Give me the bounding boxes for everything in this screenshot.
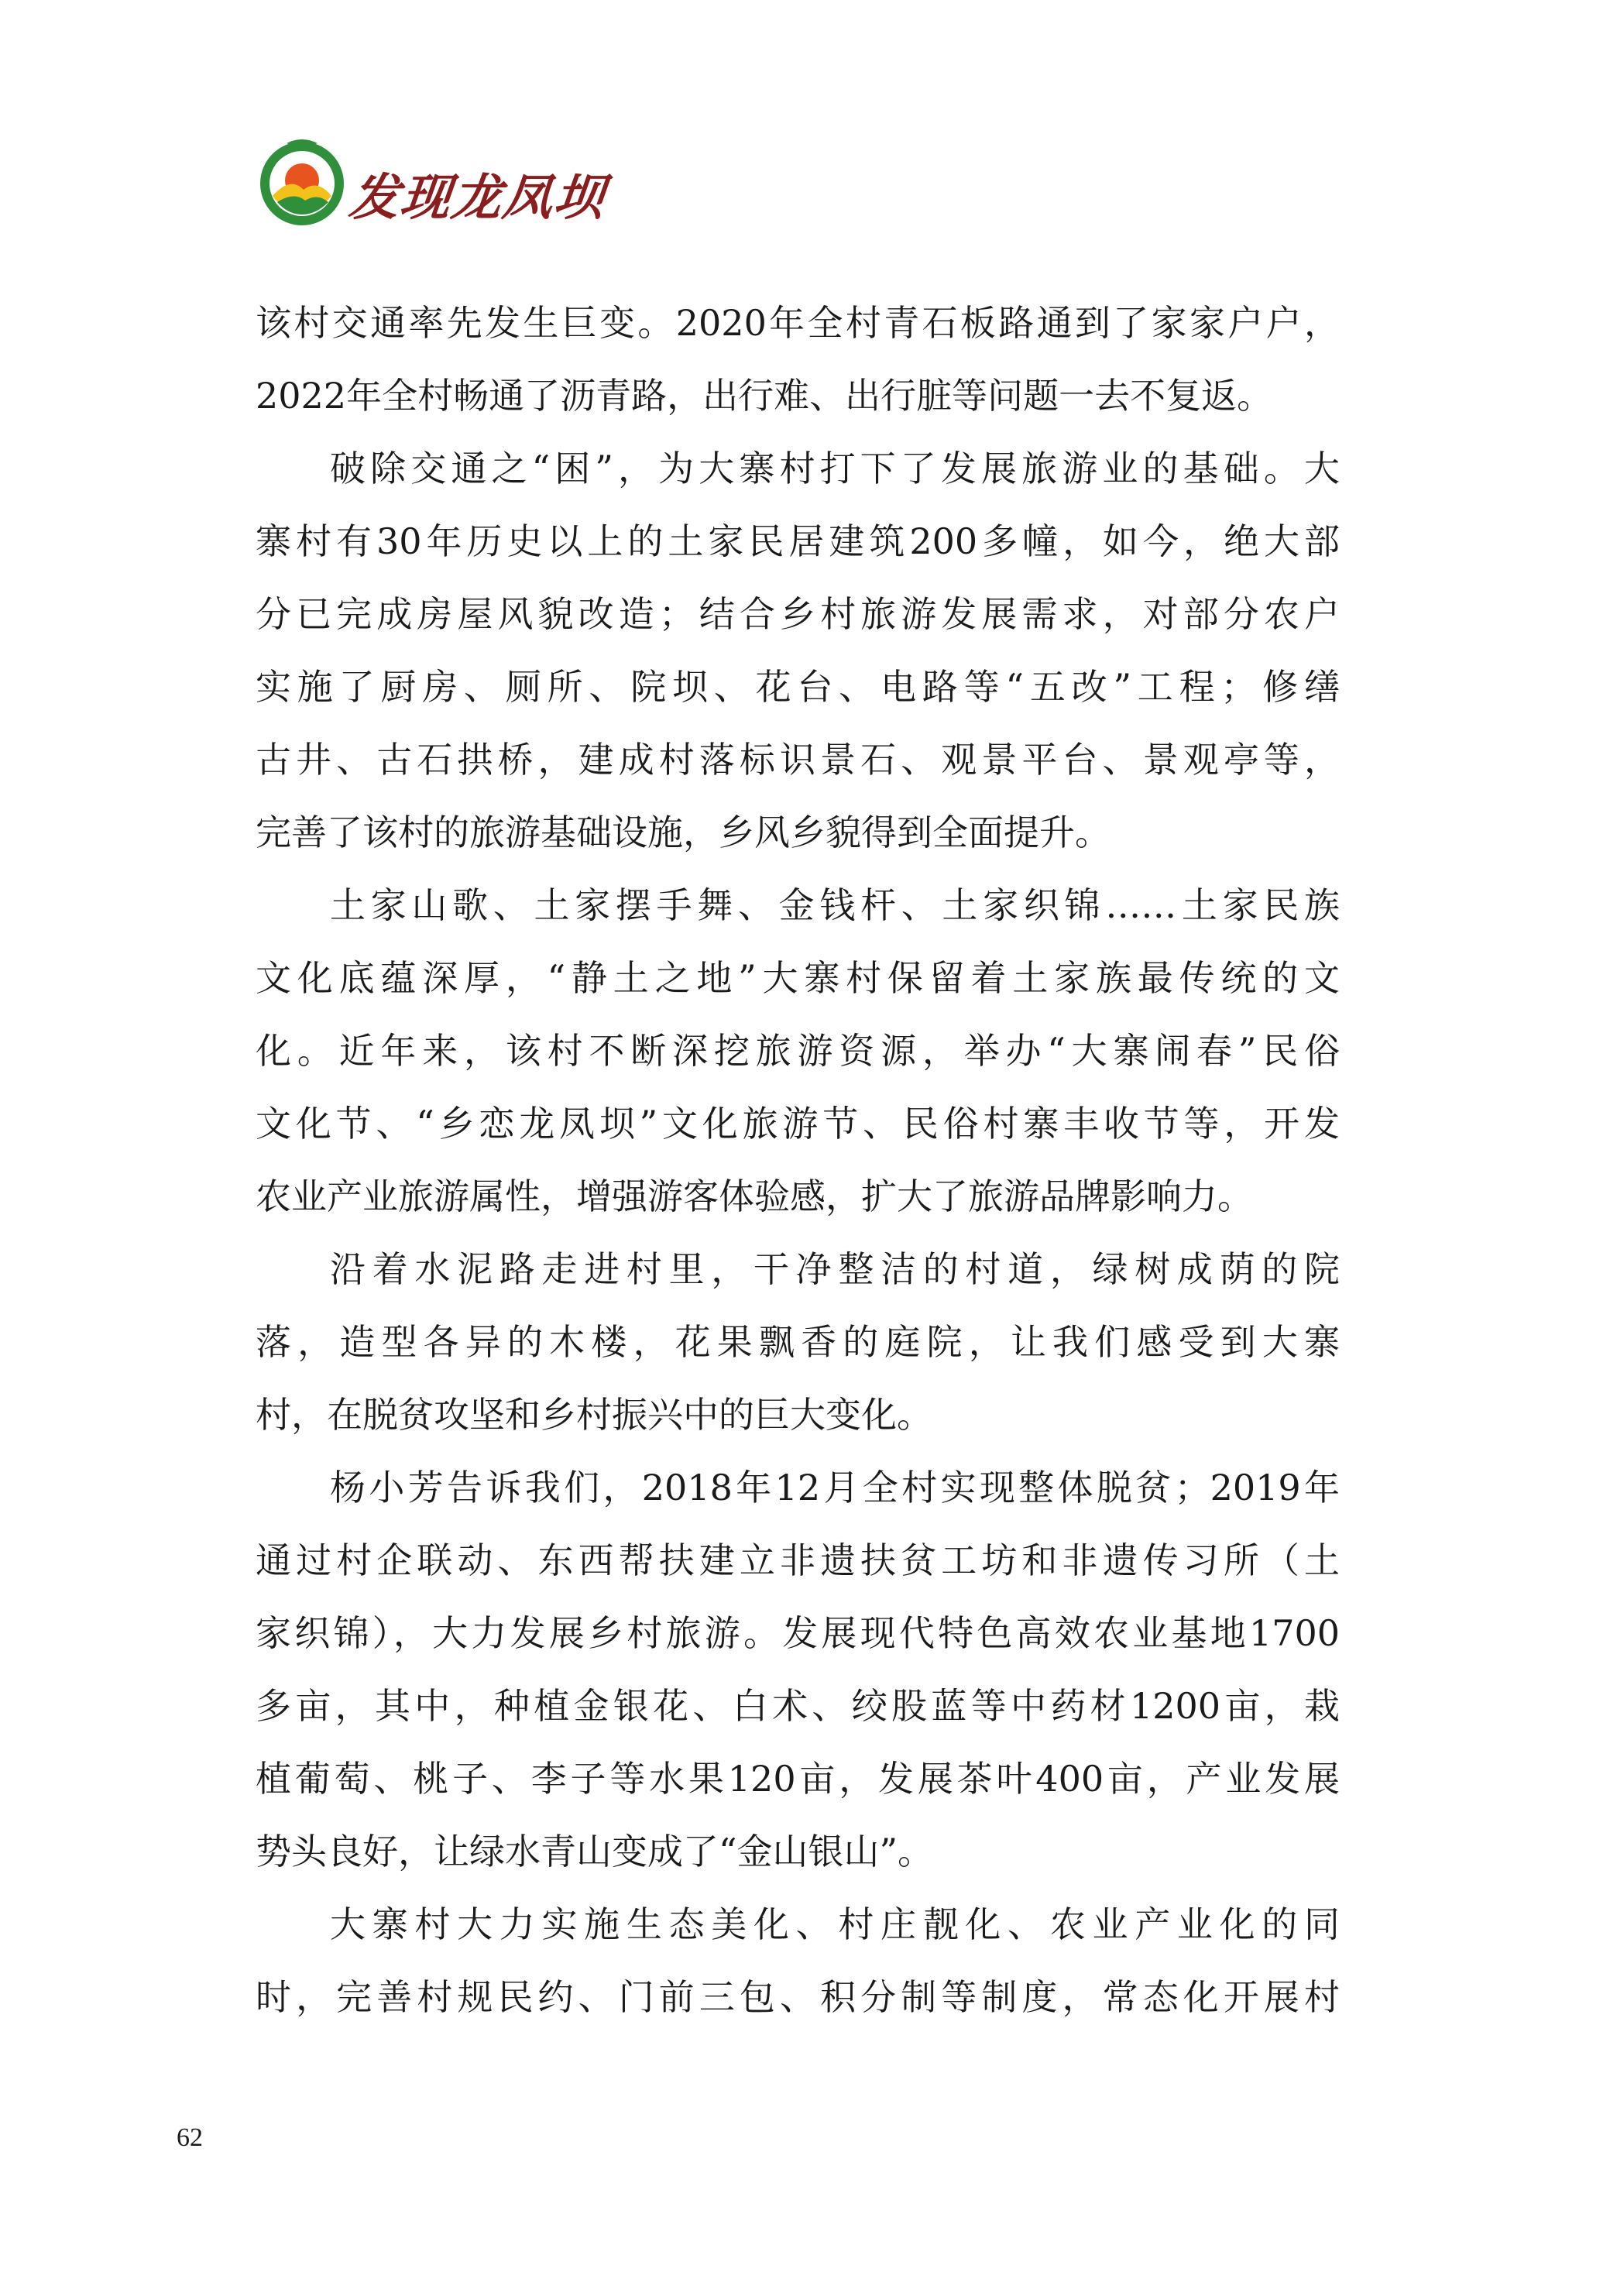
publication-title: 发现龙凤坝 bbox=[346, 170, 609, 227]
text-line: 寨村有30年历史以上的土家民居建筑200多幢，如今，绝大部 bbox=[256, 520, 1340, 562]
text-line: 大寨村大力实施生态美化、村庄靓化、农业产业化的同 bbox=[330, 1903, 1340, 1945]
text-line: 古井、古石拱桥，建成村落标识景石、观景平台、景观亭等， bbox=[256, 739, 1340, 781]
text-line: 2022年全村畅通了沥青路，出行难、出行脏等问题一去不复返。 bbox=[256, 375, 1273, 417]
text-line: 农业产业旅游属性，增强游客体验感，扩大了旅游品牌影响力。 bbox=[256, 1175, 1253, 1217]
text-line: 土家山歌、土家摆手舞、金钱杆、土家织锦……土家民族 bbox=[330, 884, 1340, 926]
text-line: 通过村企联动、东西帮扶建立非遗扶贫工坊和非遗传习所（土 bbox=[256, 1539, 1340, 1581]
article-body bbox=[256, 287, 1340, 2033]
text-line: 势头良好，让绿水青山变成了“金山银山”。 bbox=[256, 1831, 934, 1872]
text-line: 完善了该村的旅游基础设施，乡风乡貌得到全面提升。 bbox=[256, 812, 1111, 853]
text-line: 村，在脱贫攻坚和乡村振兴中的巨大变化。 bbox=[256, 1394, 932, 1436]
text-line: 文化底蕴深厚，“静土之地”大寨村保留着土家族最传统的文 bbox=[256, 957, 1340, 999]
text-line: 沿着水泥路走进村里，干净整洁的村道，绿树成荫的院 bbox=[330, 1248, 1340, 1290]
text-line: 分已完成房屋风貌改造；结合乡村旅游发展需求，对部分农户 bbox=[256, 593, 1340, 635]
text-line: 落，造型各异的木楼，花果飘香的庭院，让我们感受到大寨 bbox=[256, 1321, 1340, 1363]
page-number: 62 bbox=[177, 2123, 203, 2152]
text-line: 破除交通之“困”，为大寨村打下了发展旅游业的基础。大 bbox=[330, 448, 1340, 489]
text-line: 植葡萄、桃子、李子等水果120亩，发展茶叶400亩，产业发展 bbox=[256, 1758, 1340, 1800]
header bbox=[256, 124, 609, 240]
text-line: 家织锦），大力发展乡村旅游。发展现代特色高效农业基地1700 bbox=[256, 1612, 1340, 1654]
text-line: 多亩，其中，种植金银花、白术、绞股蓝等中药材1200亩，栽 bbox=[256, 1685, 1340, 1727]
text-line: 时，完善村规民约、门前三包、积分制等制度，常态化开展村 bbox=[256, 1976, 1340, 2018]
text-line: 化。近年来，该村不断深挖旅游资源，举办“大寨闹春”民俗 bbox=[256, 1030, 1340, 1072]
text-line: 杨小芳告诉我们，2018年12月全村实现整体脱贫；2019年 bbox=[330, 1467, 1340, 1508]
text-line: 文化节、“乡恋龙凤坝”文化旅游节、民俗村寨丰收节等，开发 bbox=[256, 1103, 1340, 1145]
text-line: 该村交通率先发生巨变。2020年全村青石板路通到了家家户户， bbox=[256, 302, 1340, 344]
text-line: 实施了厨房、厕所、院坝、花台、电路等“五改”工程；修缮 bbox=[256, 666, 1340, 708]
logo-emblem-icon bbox=[256, 136, 348, 228]
